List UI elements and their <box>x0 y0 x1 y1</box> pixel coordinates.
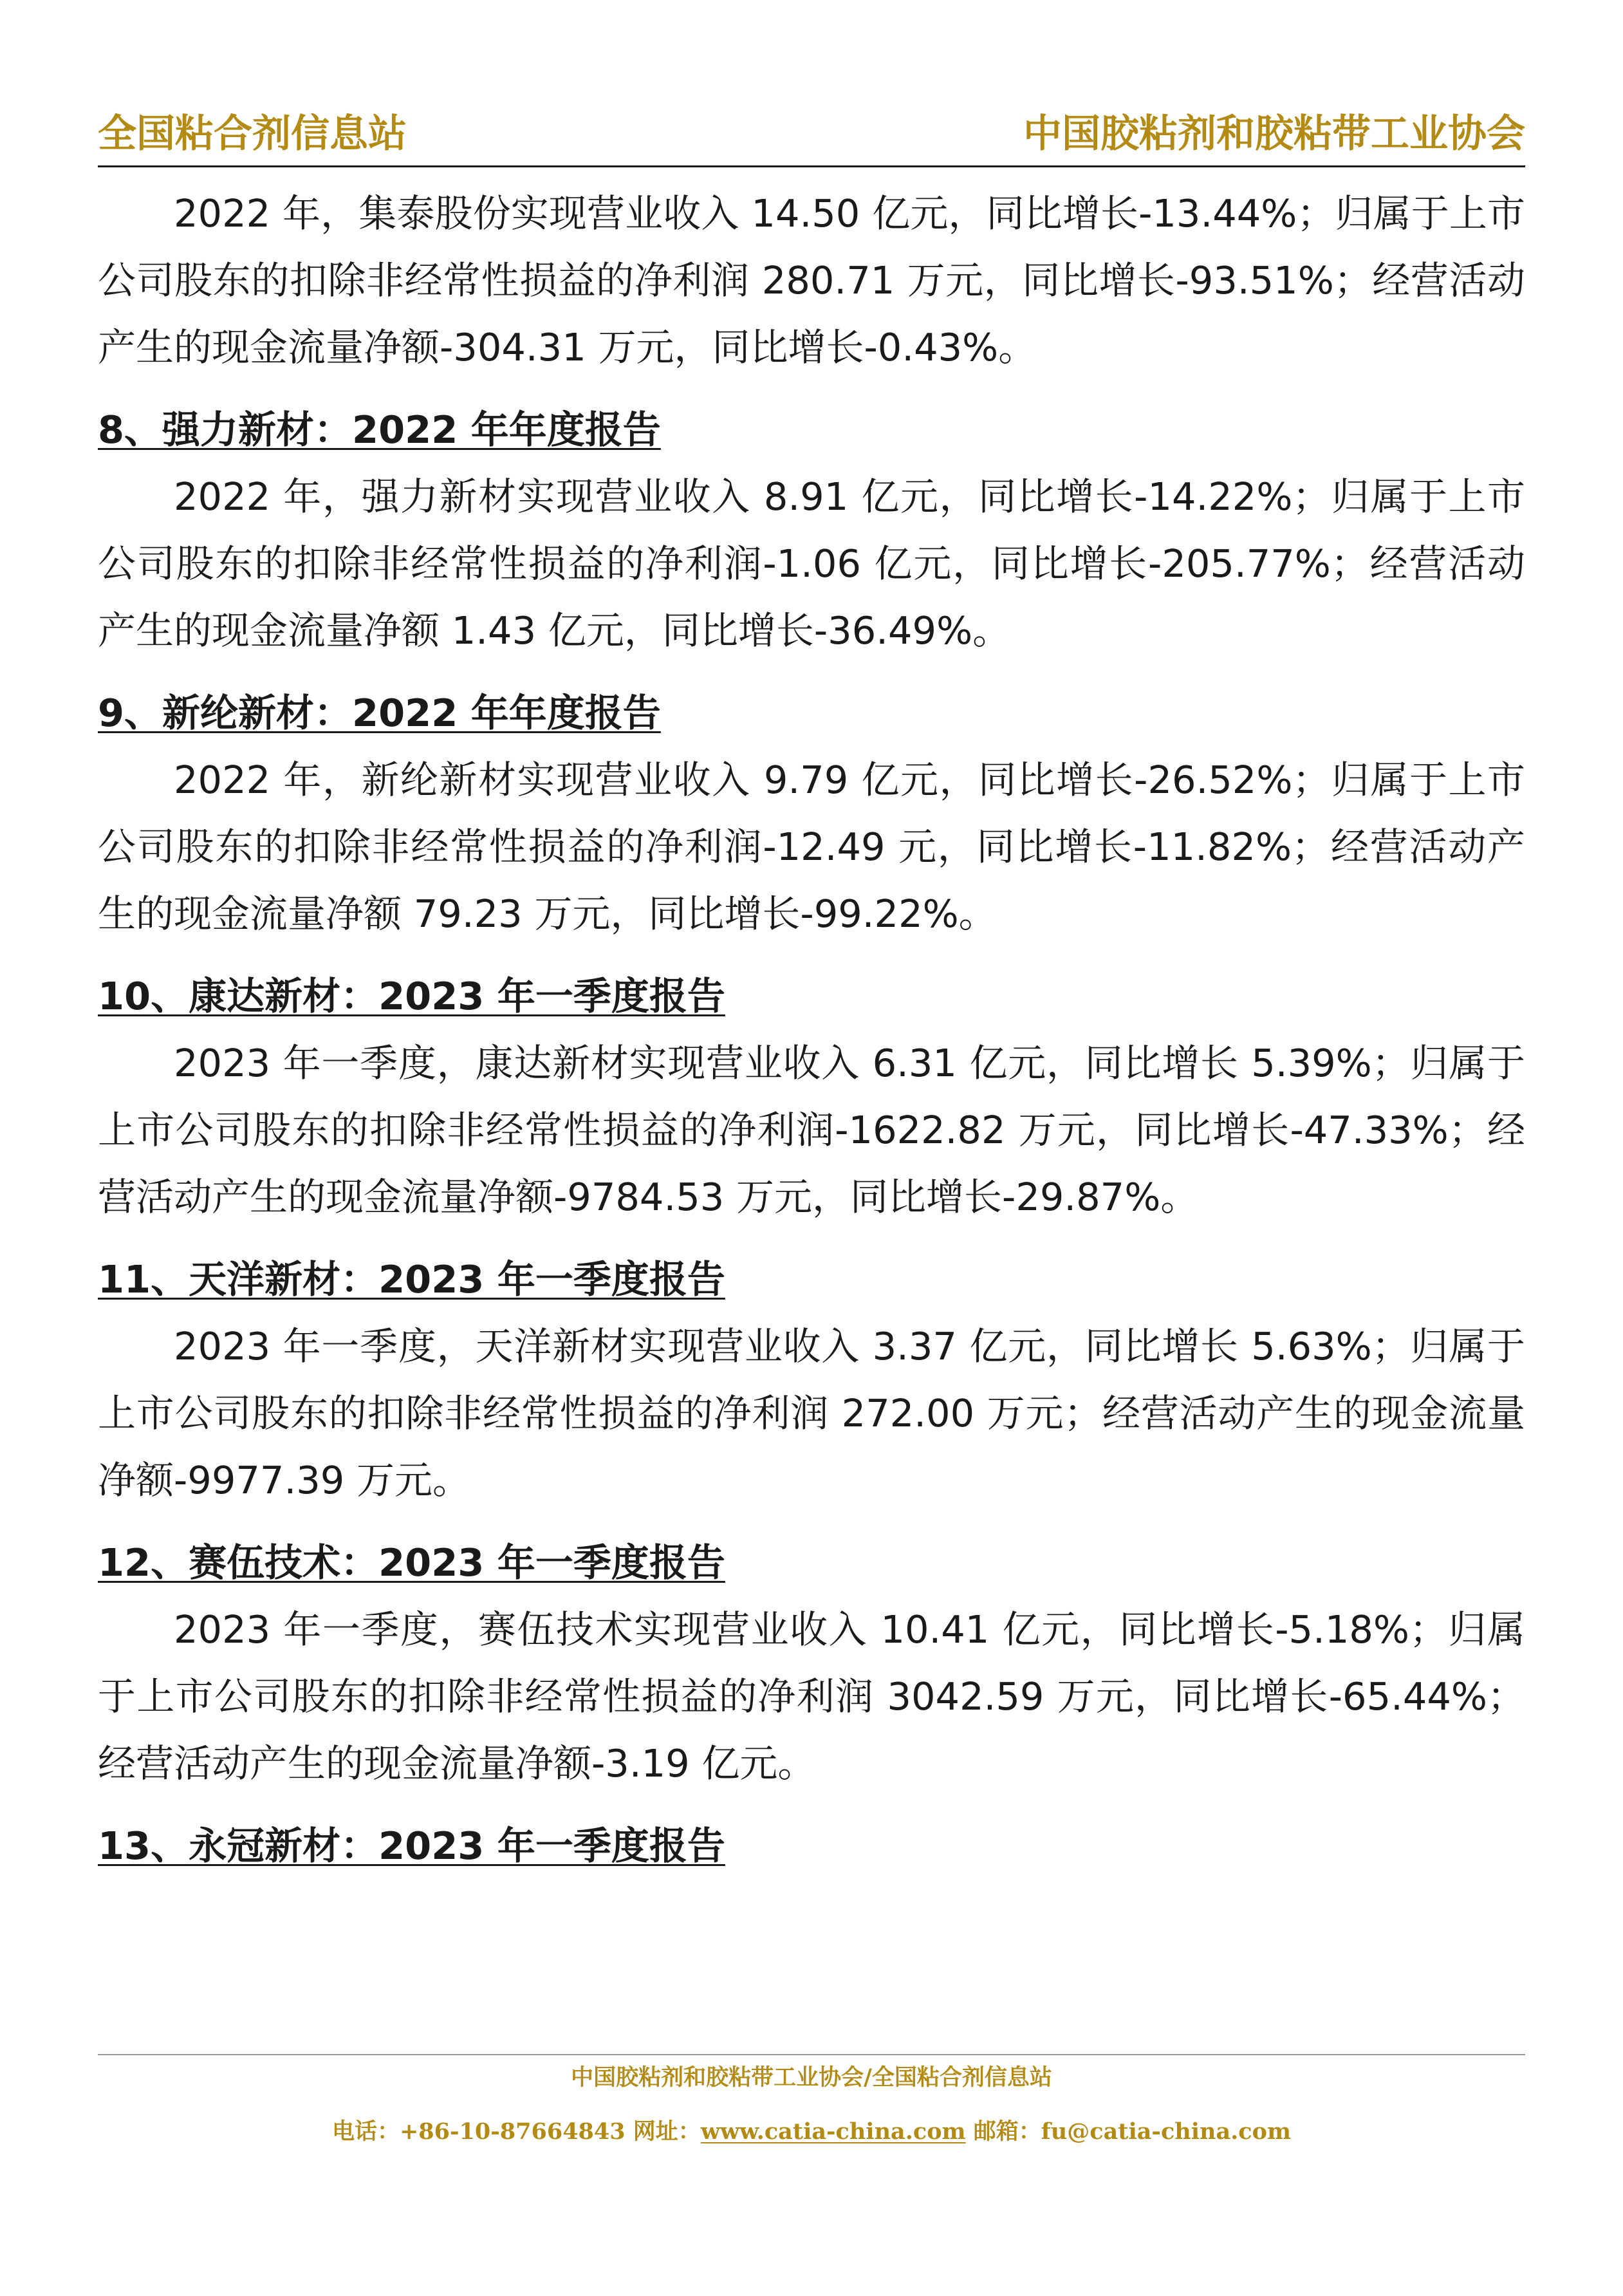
section-heading: 10、康达新材：2023 年一季度报告 <box>98 974 725 1018</box>
header-association-name: 中国胶粘剂和胶粘带工业协会 <box>1023 111 1525 156</box>
section-9 <box>98 680 1525 947</box>
section-heading: 12、赛伍技术：2023 年一季度报告 <box>98 1540 725 1585</box>
section-body: 2022 年，强力新材实现营业收入 8.91 亿元，同比增长-14.22%；归属于上市公司股东的扣除非经常性损益的净利润-1.06 亿元，同比增长-205.77%；经营活动产生的现金流量净额 1.43 亿元，同比增长-36.49%。 <box>98 474 1525 653</box>
section-heading: 13、永冠新材：2023 年一季度报告 <box>98 1824 725 1868</box>
intro-paragraph: 2022 年，集泰股份实现营业收入 14.50 亿元，同比增长-13.44%；归属于上市公司股东的扣除非经常性损益的净利润 280.71 万元，同比增长-93.51%；经营活动产生的现金流量净额-304.31 万元，同比增长-0.43%。 <box>98 191 1525 369</box>
section-heading: 8、强力新材：2022 年年度报告 <box>98 407 661 452</box>
footer-email[interactable]: fu@catia-china.com <box>1041 2118 1291 2145</box>
section-heading: 9、新纶新材：2022 年年度报告 <box>98 691 661 735</box>
section-heading: 11、天洋新材：2023 年一季度报告 <box>98 1257 725 1302</box>
footer-divider <box>98 2054 1525 2055</box>
section-8 <box>98 397 1525 664</box>
section-12 <box>98 1529 1525 1797</box>
footer-contact <box>0 2120 1623 2143</box>
section-body: 2022 年，新纶新材实现营业收入 9.79 亿元，同比增长-26.52%；归属于上市公司股东的扣除非经常性损益的净利润-12.49 元，同比增长-11.82%；经营活动产生的现金流量净额 79.23 万元，同比增长-99.22%。 <box>98 758 1525 936</box>
section-body: 2023 年一季度，天洋新材实现营业收入 3.37 亿元，同比增长 5.63%；归属于上市公司股东的扣除非经常性损益的净利润 272.00 万元；经营活动产生的现金流量净额-9977.39 万元。 <box>98 1324 1525 1502</box>
section-10 <box>98 963 1525 1231</box>
page-body <box>98 180 1525 1880</box>
footer-organization: 中国胶粘剂和胶粘带工业协会/全国粘合剂信息站 <box>571 2064 1052 2091</box>
section-11 <box>98 1246 1525 1514</box>
header-site-name: 全国粘合剂信息站 <box>98 111 407 156</box>
section-body: 2023 年一季度，赛伍技术实现营业收入 10.41 亿元，同比增长-5.18%；归属于上市公司股东的扣除非经常性损益的净利润 3042.59 万元，同比增长-65.44%；经营活动产生的现金流量净额-3.19 亿元。 <box>98 1607 1525 1786</box>
footer-phone: 电话：+86-10-87664843 <box>331 2118 626 2145</box>
section-13 <box>98 1813 1525 1880</box>
section-body: 2023 年一季度，康达新材实现营业收入 6.31 亿元，同比增长 5.39%；归属于上市公司股东的扣除非经常性损益的净利润-1622.82 万元，同比增长-47.33%；经营活动产生的现金流量净额-9784.53 万元，同比增长-29.87%。 <box>98 1041 1525 1219</box>
header-divider <box>98 165 1525 167</box>
footer-website-link[interactable]: www.catia-china.com <box>700 2118 966 2145</box>
footer-website-label: 网址： <box>633 2118 701 2145</box>
footer-email-label: 邮箱： <box>973 2118 1041 2145</box>
